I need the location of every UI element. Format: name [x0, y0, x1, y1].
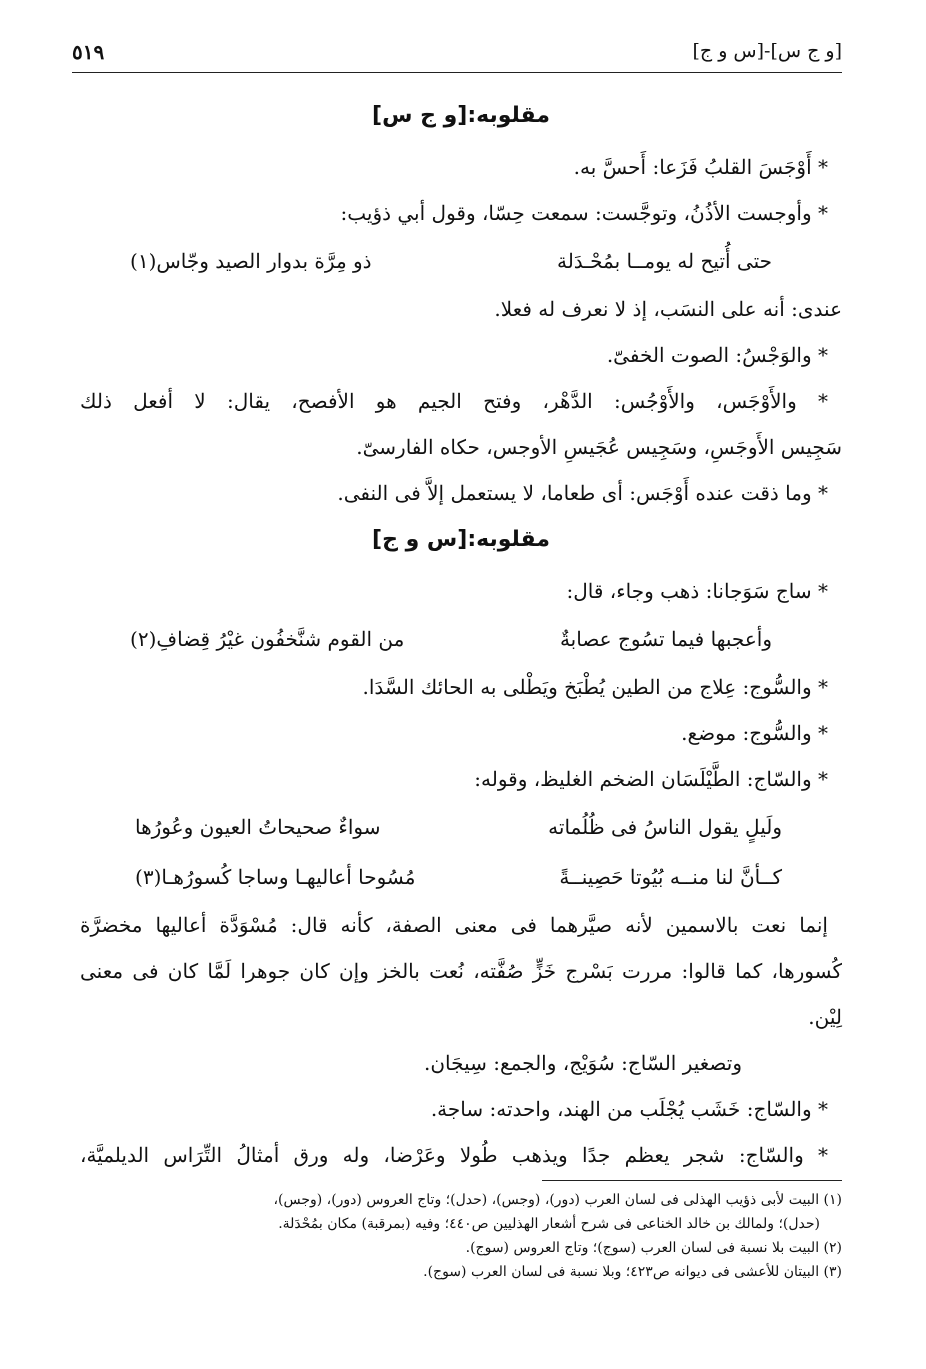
text-line: * وما ذقت عنده أَوْجَس: أى طعاما، لا يستعمل إلاَّ فى النفى.: [337, 481, 828, 505]
verse-first-hemistich: حتى أُتيح له يومــا بمُحْـدَلة: [556, 249, 772, 273]
text-line: * والسّاج: الطَّيْلَسَان الضخم الغليظ، وقوله:: [474, 767, 828, 791]
verse-first-hemistich: كــأنَّ لنا منــه بُيُوتا حَصِينــةً: [559, 865, 782, 889]
running-title: [و ج س]-[س و ج]: [692, 40, 842, 62]
verse-second-hemistich: مُسُوحا أعاليهـا وساجا كُسورُهـا(٣): [135, 865, 416, 889]
text-line: عندى: أنه على النسَب، إذ لا نعرف له فعلا.: [494, 297, 842, 321]
verse-line: [80, 614, 842, 664]
footnote-1: (١) البيت لأبى ذؤيب الهذلى فى لسان العرب (دور)، (وجس)، (حدل)؛ وتاج العروس (دور)، (وجس)،: [273, 1192, 842, 1208]
verse-line: [80, 236, 842, 286]
page-number: ٥١٩: [72, 40, 105, 64]
text-line: * والسّاج: شجر يعظم جدًا ويذهب طُولا وعَرْضا، وله ورق أمثالُ التِّرَاس الديلميَّة،: [80, 1143, 828, 1167]
text-line: * أَوْجَسَ القلبُ فَزَعا: أَحسَّ به.: [573, 155, 828, 179]
verse-first-hemistich: وأعجبها فيما تسُوج عصابةٌ: [559, 627, 772, 651]
footnote-1-continued: (حدل)؛ ولمالك بن خالد الخناعى فى شرح أشعار الهذليين ص٤٤٠؛ وفيه (بمرقبة) مكان بمُحْدَلة.: [278, 1216, 820, 1232]
page-body: [80, 92, 842, 1178]
footnotes: [80, 1188, 842, 1284]
text-line: * والسُّوج: موضع.: [681, 721, 828, 745]
text-line: * والسّاج: خَشَب يُجْلَب من الهند، واحدته: ساجة.: [430, 1097, 828, 1121]
verse-second-hemistich: ذو مِرَّة بدوار الصيد وجّاس(١): [130, 249, 372, 273]
running-header: [72, 38, 842, 73]
footnote-3: (٣) البيتان للأعشى فى ديوانه ص٤٢٣؛ وبلا نسبة فى لسان العرب (سوج).: [423, 1264, 842, 1280]
text-line: كُسورها، كما قالوا: مررت بَسْرج خَزٍّ صُفَّته، نُعت بالخز وإن كان جوهرا لَمَّا كان فى معنى: [80, 959, 842, 983]
verse-second-hemistich: سواءٌ صحيحاتُ العيون وعُورُها: [135, 815, 381, 839]
text-line: * والسُّوج: عِلاج من الطين يُطْبَخ ويَطْلى به الحائك السَّدَا.: [362, 675, 828, 699]
text-line: * والأَوْجَس، والأَوْجُس: الدَّهْر، وفتح الجيم هو الأفصح، يقال: لا أفعل ذلك: [80, 389, 828, 413]
verse-first-hemistich: ولَيلٍ يقول الناسُ فى ظُلُماته: [548, 815, 782, 839]
text-line: * ساج سَوَجانا: ذهب وجاء، قال:: [566, 579, 828, 603]
verse-line: [80, 802, 842, 852]
text-line: وتصغير السّاج: سُوَيْج، والجمع: سِيجَان.: [424, 1051, 742, 1075]
text-line: * وأوجست الأذُنُ، وتوجَّست: سمعت حِسّا، وقول أبي ذؤيب:: [340, 201, 828, 225]
text-line: * والوَجْسُ: الصوت الخفىّ.: [606, 343, 828, 367]
verse-second-hemistich: من القوم شنَّخفُون غيْرُ قِضافِ(٢): [130, 627, 405, 651]
text-line: لِيْن.: [808, 1005, 842, 1029]
verse-line: [80, 852, 842, 902]
footnote-divider: [542, 1180, 842, 1181]
footnote-2: (٢) البيت بلا نسبة فى لسان العرب (سوج)؛ وتاج العروس (سوج).: [465, 1240, 842, 1256]
text-line: إنما نعت بالاسمين لأنه صيَّرهما فى معنى الصفة، كأنه قال: مُسْوَدَّة أعاليها مخضرَّة: [80, 913, 828, 937]
text-line: سَجِيس الأَوجَسِ، وسَجِيس عُجَيسِ الأوجس، حكاه الفارسىّ.: [356, 435, 842, 459]
section-heading-wjs: مقلوبه:[و ج س]: [372, 103, 550, 128]
section-heading-swj: مقلوبه:[س و ج]: [372, 527, 550, 552]
